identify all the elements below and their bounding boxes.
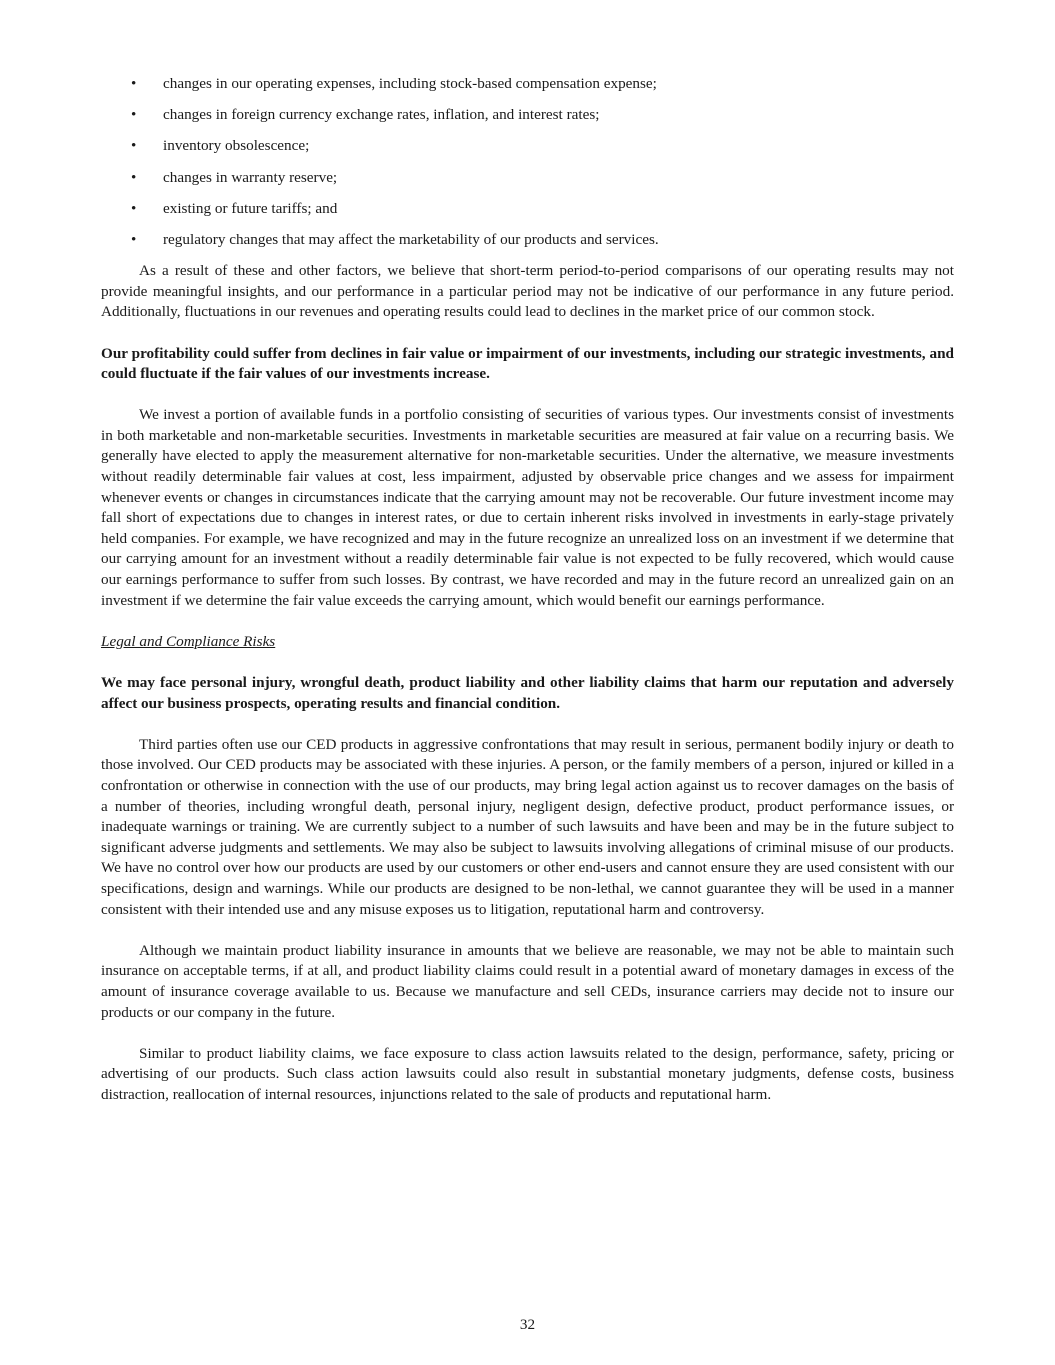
paragraph-ced-products: Third parties often use our CED products in aggressive confrontations that may result in serious, permanent bodily injury or death to those involved. Our CED products may be associated with these injuries. A person, or the family members of a person, injured or killed in a confrontation or otherwise in connection with the use of our products, may bring legal action against us to recover damages on the basis of a number of theories, including wrongful death, personal injury, negligent design, defective product, product performance issues, or inadequate warnings or training. We are currently subject to a number of such lawsuits and have been and may be in the future subject to significant adverse judgments and settlements. We may also be subject to lawsuits involving allegations of criminal misuse of our products. We have no control over how our products are used by our customers or other end-users and cannot ensure they are used consistent with our specifications, design and warnings. While our products are designed to be non-lethal, we cannot guarantee they will be used in a manner consistent with their intended use and any misuse exposes us to litigation, reputational harm and controversy. — [101, 735, 954, 918]
bullet-text: existing or future tariffs; and — [163, 199, 338, 217]
heading-investments: Our profitability could suffer from declines in fair value or impairment of our investments, including our strategic investments, and could fluctuate if the fair values of our investments increase. — [101, 344, 954, 383]
bullet-text: changes in warranty reserve; — [163, 168, 338, 186]
bullet-item — [101, 105, 954, 126]
paragraph-class-action: Similar to product liability claims, we face exposure to class action lawsuits related to the design, performance, safety, pricing or advertising of our products. Such class action lawsuits could also result in substantial monetary judgments, defense costs, business distraction, reallocation of internal resources, injunctions related to the sale of products and reputational harm. — [101, 1044, 954, 1103]
risk-factor-bullet-list — [101, 74, 954, 251]
bullet-item — [101, 168, 954, 189]
bullet-item — [101, 136, 954, 157]
paragraph-insurance: Although we maintain product liability insurance in amounts that we believe are reasonable, we may not be able to maintain such insurance on acceptable terms, if at all, and product liability claims could result in a potential award of monetary damages in excess of the amount of insurance coverage available to us. Because we manufacture and sell CEDs, insurance carriers may decide not to insure our products or our company in the future. — [101, 941, 954, 1021]
bullet-item — [101, 74, 954, 95]
bullet-text: regulatory changes that may affect the marketability of our products and services. — [163, 230, 659, 248]
page-number: 32 — [519, 1316, 536, 1333]
bullet-glyph: • — [131, 199, 137, 217]
bullet-text: changes in foreign currency exchange rates, inflation, and interest rates; — [163, 106, 600, 124]
bullet-glyph: • — [131, 230, 137, 248]
bullet-item — [101, 230, 954, 251]
section-label-legal-compliance: Legal and Compliance Risks — [101, 632, 276, 650]
bullet-text: inventory obsolescence; — [163, 137, 310, 155]
bullet-glyph: • — [131, 75, 137, 92]
heading-liability-claims: We may face personal injury, wrongful death, product liability and other liability claims that harm our reputation and adversely affect our business prospects, operating results and financial condition. — [101, 674, 954, 712]
bullet-glyph: • — [131, 168, 137, 186]
paragraph-investments: We invest a portion of available funds in a portfolio consisting of securities of various types. Our investments consist of investments in both marketable and non-marketable securities. Investments in marketable securities are measured at fair value on a recurring basis. We generally have elected to apply the measurement alternative for non-marketable securities. Under the alternative, we measure investments without readily determinable fair values at cost, less impairment, adjusted by observable price changes and we assess for impairment whenever events or changes in circumstances indicate that the carrying amount may not be recoverable. Our future investment income may fall short of expectations due to changes in interest rates, or due to certain inherent risks involved in investments in early-stage privately held companies. For example, we have recognized and may in the future recognize an unrealized loss on an investment if we determine that our carrying amount for an investment without a readily determinable fair value is not expected to be fully recovered, which would cause our earnings performance to suffer from such losses. By contrast, we have recorded and may in the future record an unrealized gain on an investment if we determine the fair value exceeds the carrying amount, which would benefit our earnings performance. — [101, 406, 954, 609]
bullet-glyph: • — [131, 106, 137, 124]
bullet-text: changes in our operating expenses, including stock-based compensation expense; — [163, 75, 657, 92]
bullet-glyph: • — [131, 137, 137, 155]
bullet-item — [101, 199, 954, 220]
paragraph-results: As a result of these and other factors, we believe that short-term period-to-period comparisons of our operating results may not provide meaningful insights, and our performance in a particular period may not be indicative of our performance in any future period. Additionally, fluctuations in our revenues and operating results could lead to declines in the market price of our common stock. — [101, 262, 954, 321]
